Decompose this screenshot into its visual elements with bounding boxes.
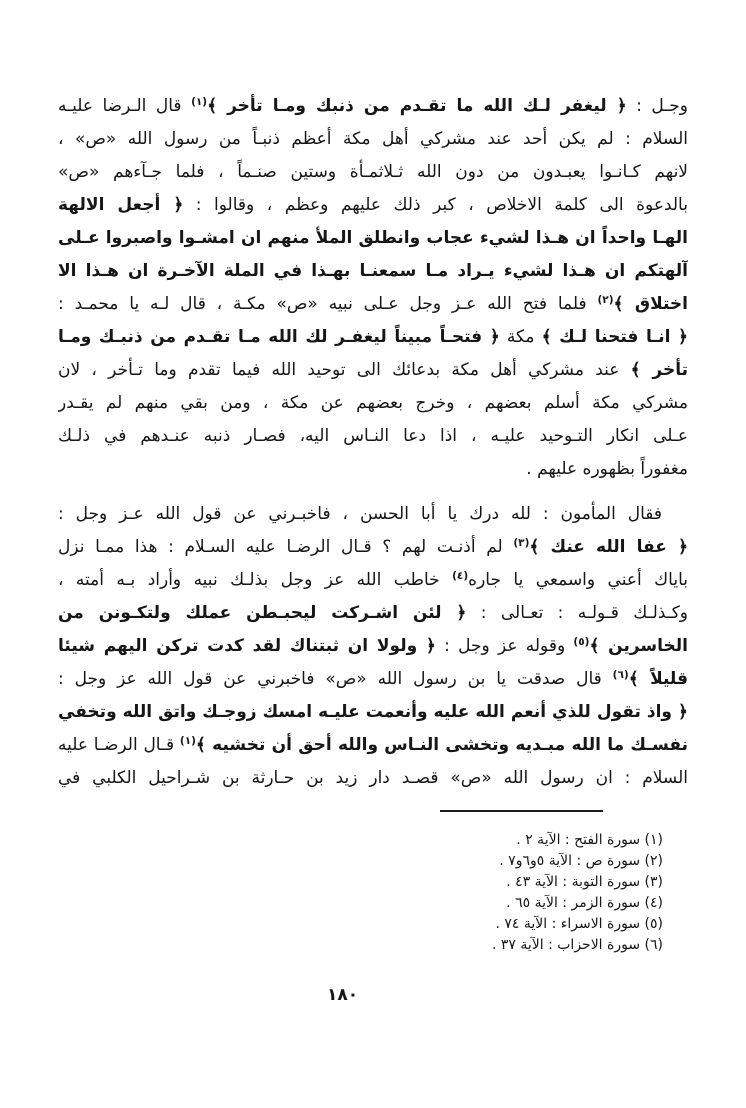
text-line	[58, 222, 688, 255]
text-run: مكة	[499, 327, 542, 347]
text-run: بالدعوة الى كلمة الاخلاص ، كبر ذلك عليهم وعظم ، وقالوا :	[183, 195, 688, 215]
text-line	[58, 453, 688, 486]
footnotes-block	[492, 830, 663, 956]
text-run: السلام : لم يكن أحد عند مشركي أهل مكة أعظم ذنبـاً من رسول الله «ص» ،	[58, 129, 688, 149]
text-line	[58, 663, 688, 696]
text-run: وكـذلـك قـولـه : تعـالى :	[466, 603, 688, 623]
text-line	[58, 354, 688, 387]
footnote-item: (١) سورة الفتح : الآية ٢ .	[516, 832, 663, 848]
text-line	[58, 156, 688, 189]
quran-quote: اختلاق ﴾	[613, 294, 688, 314]
paragraph	[58, 498, 688, 795]
text-line	[58, 288, 688, 321]
footnote-marker: (٦)	[612, 669, 629, 681]
text-line	[58, 498, 688, 531]
text-line	[58, 255, 688, 288]
quran-quote: ﴿ أجعل الالهة	[58, 195, 184, 215]
text-run: فلما فتح الله عـز وجل عـلى نبيه «ص» مكـة ، قال لـه يا محمـد :	[58, 294, 598, 314]
footnote-marker: (١)	[179, 735, 196, 747]
paragraph	[58, 90, 688, 486]
quran-quote: آلهتكم ان هـذا لشيء يـراد مـا سمعنـا بهـذا في الملة الآخـرة ان هـذا الا	[58, 261, 688, 281]
footnote-item: (٣) سورة التوبة : الآية ٤٣ .	[506, 874, 663, 890]
footnote-marker: (٣)	[513, 537, 530, 549]
footnote-marker: (٥)	[573, 636, 590, 648]
text-line	[58, 696, 688, 729]
quran-quote: الهـا واحداً ان هـذا لشيء عجاب وانطلق الملأ منهم ان امشـوا واصبروا عـلى	[58, 228, 688, 248]
quran-quote: ﴿ ليغفر لـك الله ما تقـدم من ذنبك ومـا تأخر ﴾	[207, 96, 627, 116]
text-run: قال صدقت يا بن رسول الله «ص» فاخبرني عن قول الله عز وجل :	[58, 669, 613, 689]
text-line	[58, 597, 688, 630]
body-text	[58, 90, 688, 795]
quran-quote: ﴿ واذ تقول للذي أنعم الله عليه وأنعمت عليـه امسك زوجـك واتق الله وتخفي	[58, 702, 688, 722]
quran-quote: الخاسرين ﴾	[589, 636, 688, 656]
text-run: عـلى انكار التـوحيد عليـه ، اذا دعا النـاس اليه، فصـار ذنبه عنـدهم في ذلـك	[58, 426, 688, 446]
footnote-item: (٤) سورة الزمر : الآية ٦٥ .	[506, 895, 663, 911]
text-line	[58, 630, 688, 663]
text-run: مغفوراً بظهوره عليهم .	[526, 459, 688, 479]
quran-quote: تأخر ﴾	[630, 360, 688, 380]
text-line	[58, 90, 688, 123]
text-run: فقال المأمون : لله درك يا أبا الحسن ، فاخبـرني عن قول الله عـز وجل :	[58, 504, 662, 524]
text-run: باياك أعني واسمعي يا جاره	[468, 570, 688, 590]
text-line	[58, 762, 688, 795]
text-run: قـال الرضـا عليه	[58, 735, 180, 755]
quran-quote: قليلاً ﴾	[628, 669, 688, 689]
quran-quote: نفسـك ما الله مبـديه وتخشى النـاس والله أحق أن تخشيه ﴾	[195, 735, 688, 755]
footnote-item: (٢) سورة ص : الآية ٥و٦و٧ .	[499, 853, 663, 869]
text-run: وجـل :	[626, 96, 688, 116]
quran-quote: ﴿ عفا الله عنك ﴾	[529, 537, 688, 557]
text-line	[58, 321, 688, 354]
text-run: مشركي مكة أسلم بعضهم ، وخرج بعضهم عن مكة ، ومن بقي منهم لم يقـدر	[58, 393, 688, 413]
footnote-item: (٥) سورة الاسراء : الآية ٧٤ .	[495, 916, 663, 932]
text-line	[58, 729, 688, 762]
text-run: خاطب الله عز وجل بذلـك نبيه وأراد بـه أمته ،	[58, 570, 453, 590]
text-line	[58, 189, 688, 222]
text-run: عند مشركي أهل مكة بدعائك الى توحيد الله فيما تقدم وما تـأخر ، لان	[58, 360, 631, 380]
footnote-separator	[440, 810, 603, 812]
text-line	[58, 564, 688, 597]
footnote-marker: (٤)	[452, 570, 469, 582]
footnote-marker: (٢)	[597, 294, 614, 306]
text-line	[58, 387, 688, 420]
text-line	[58, 420, 688, 453]
text-run: لانهم كـانـوا يعبـدون من دون الله ثـلاثمـأة وستين صنـماً ، فلما جـآءهم «ص»	[58, 162, 688, 182]
text-run: لم أذنـت لهم ؟ قـال الرضـا عليه السـلام : هذا ممـا نزل	[58, 537, 514, 557]
text-line	[58, 123, 688, 156]
text-run: وقوله عز وجل :	[435, 636, 574, 656]
quran-quote: ﴿ فتحـاً مبيناً ليغفـر لك الله مـا تقـدم من ذنبـك ومـا	[58, 327, 500, 347]
footnote-marker: (١)	[191, 96, 208, 108]
quran-quote: ﴿ ولولا ان ثبتناك لقد كدت تركن اليهم شيئا	[58, 636, 436, 656]
text-run: قال الـرضا عليـه	[58, 96, 192, 116]
text-run: السلام : ان رسول الله «ص» قصـد دار زيد بن حـارثة بن شـراحيل الكلبي في	[58, 768, 688, 788]
footnote-item: (٦) سورة الاحزاب : الآية ٣٧ .	[491, 937, 663, 953]
page-number: ١٨٠	[327, 985, 359, 1005]
text-line	[58, 531, 688, 564]
quran-quote: ﴿ انـا فتحنا لـك ﴾	[541, 327, 688, 347]
quran-quote: ﴿ لئن اشـركت ليحبـطن عملك ولتكـونن من	[58, 603, 467, 623]
